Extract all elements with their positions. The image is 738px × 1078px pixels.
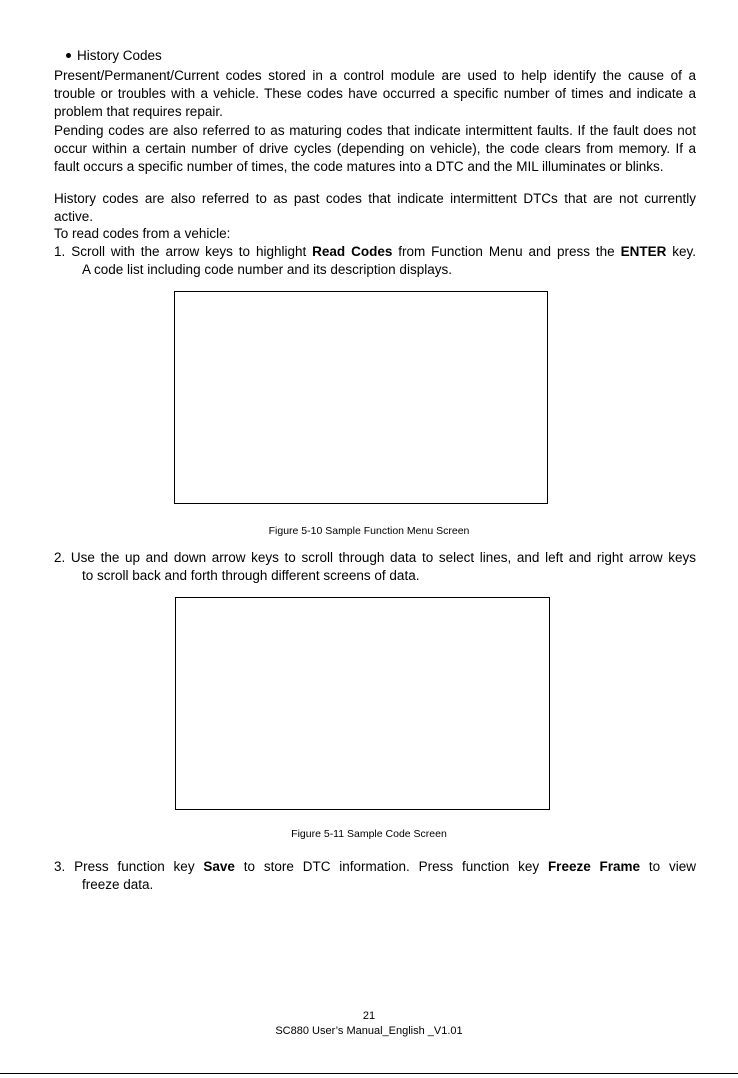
step-2-number: 2.	[54, 550, 66, 565]
intro-text: To read codes from a vehicle:	[54, 226, 231, 241]
figure-code-screen	[175, 597, 550, 810]
bullet-heading: History Codes	[77, 48, 162, 63]
paragraph-pending-codes: Pending codes are also referred to as maturing codes that indicate intermittent faults. If the fault does not occur within a certain number of drive cycles (depending on vehicle), the code clears from memory. If a fault occurs a specific number of times, the code matures into a DTC and the MIL illuminates or blinks.	[54, 123, 696, 174]
figure-function-menu-screen	[174, 291, 548, 504]
step-3-text-post: to view	[640, 859, 696, 874]
bullet-icon	[66, 53, 71, 58]
step-2-line-1: Use the up and down arrow keys to scroll through data to select lines, and left and right arrow keys	[70, 550, 696, 565]
bullet-history-codes	[66, 47, 162, 65]
paragraph-present-codes: Present/Permanent/Current codes stored in a control module are used to help identify the cause of a trouble or troubles with a vehicle. These codes have occurred a specific number of times and indicate a problem that requires repair.	[54, 68, 696, 119]
step-2	[54, 549, 696, 585]
step-1	[54, 243, 696, 279]
paragraph-history-codes: History codes are also referred to as past codes that indicate intermittent DTCs that are not currently active.	[54, 191, 696, 224]
step-1-bold-read-codes: Read Codes	[312, 244, 393, 259]
step-1-text-mid: from Function Menu and press the	[392, 244, 621, 259]
step-1-line-2: A code list including code number and its description displays.	[82, 262, 452, 277]
step-3-text-mid: to store DTC information. Press function key	[234, 859, 548, 874]
bottom-rule	[0, 1073, 738, 1074]
step-1-text-post: key.	[666, 244, 696, 259]
step-3-bold-save: Save	[203, 859, 235, 874]
step-3	[54, 858, 696, 894]
footer-manual-title: SC880 User’s Manual_English _V1.01	[275, 1025, 463, 1037]
footer-page-number: 21	[362, 1010, 376, 1022]
figure-1-caption: Figure 5-10 Sample Function Menu Screen	[268, 525, 470, 537]
step-3-bold-freeze-frame: Freeze Frame	[547, 859, 641, 874]
step-3-text-pre: Press function key	[74, 859, 204, 874]
step-1-text-pre: Scroll with the arrow keys to highlight	[71, 244, 313, 259]
step-1-number: 1.	[54, 244, 66, 259]
step-1-bold-enter: ENTER	[620, 244, 667, 259]
step-2-line-2: to scroll back and forth through different screens of data.	[82, 568, 420, 583]
figure-2-caption: Figure 5-11 Sample Code Screen	[291, 828, 447, 840]
step-3-line-2: freeze data.	[82, 877, 154, 892]
step-3-number: 3.	[54, 859, 66, 874]
